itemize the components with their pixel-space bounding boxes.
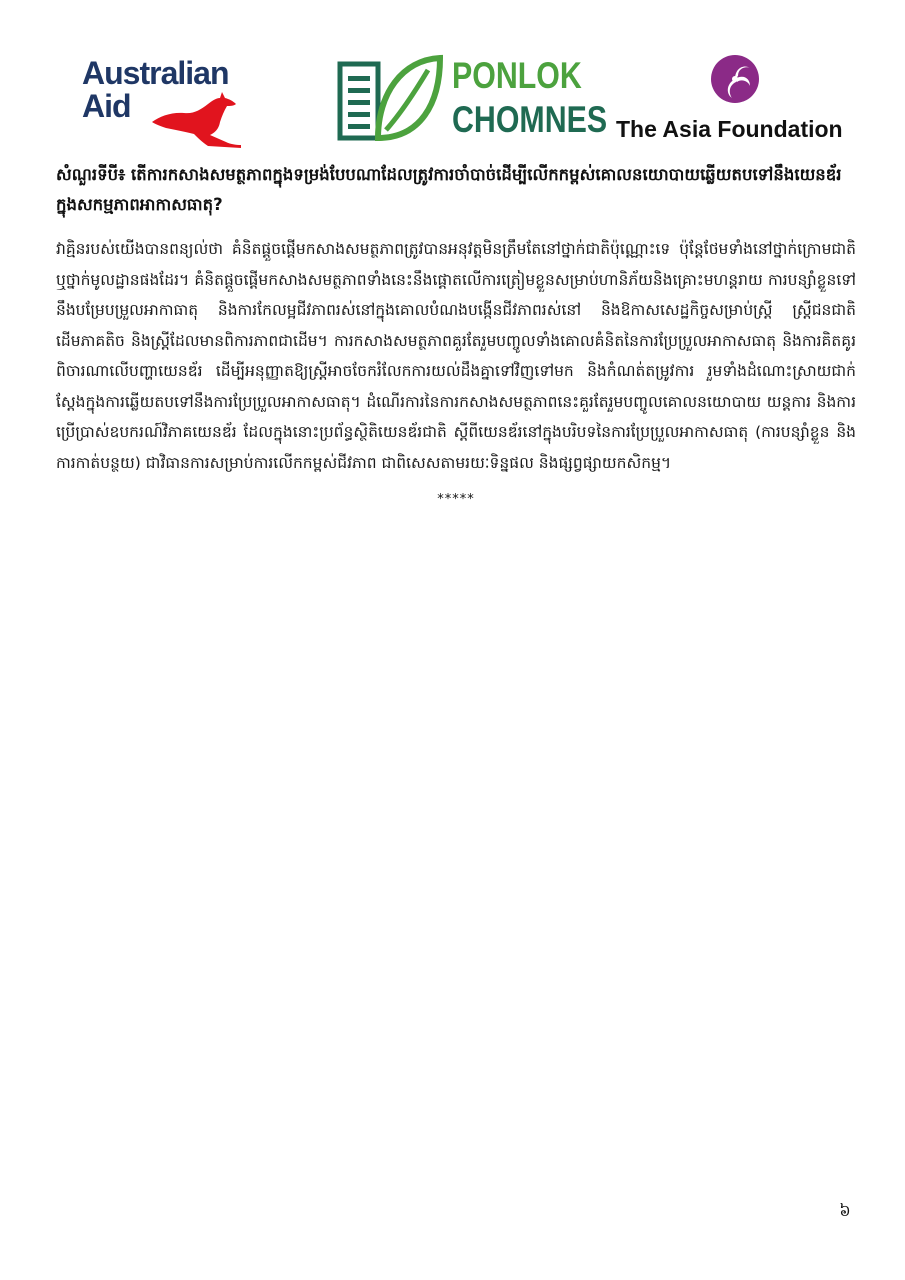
australian-aid-logo — [82, 56, 282, 146]
section-separator: ***** — [437, 492, 475, 507]
ponlok-chomnes-logo — [336, 54, 608, 146]
australian-aid-logo-line1: Australian — [82, 55, 229, 91]
question-heading: សំណួរទីបី៖ តើការកសាងសមត្ថភាពក្នុងទម្រង់បែបណាដែលត្រូវការចាំបាច់ដើម្បីលើកកម្ពស់គោលនយោបាយឆ្លើយតបទៅនឹងយេនឌ័រក្នុងសកម្មភាពអាកាសធាតុ? — [56, 165, 842, 214]
ponlok-chomnes-logo-line2: CHOMNES — [452, 99, 608, 140]
leaf-document-icon — [336, 54, 444, 144]
kangaroo-icon — [150, 92, 246, 148]
ponlok-chomnes-logo-line1: PONLOK — [452, 55, 582, 96]
triskele-circle-icon — [710, 54, 760, 104]
page-number: ៦ — [839, 1201, 851, 1220]
answer-paragraph: វាគ្មិនរបស់យើងបានពន្យល់ថា គំនិតផ្តួចផ្តើមកសាងសមត្ថភាពត្រូវបានអនុវត្តមិនត្រឹមតែនៅថ្នាក់ជាតិប៉ុណ្ណោះទេ ប៉ុន្តែថែមទាំងនៅថ្នាក់ក្រោមជាតិ ឬថ្នាក់មូលដ្ឋានផងដែរ។ គំនិតផ្តួចផ្តើមកសាងសមត្ថភាពទាំងនេះនឹងផ្តោតលើការត្រៀមខ្លួនសម្រាប់ហានិភ័យនិងគ្រោះមហន្តរាយ ការបន្សាំខ្លួនទៅនឹងបម្រែបម្រួលអាកាធាតុ និងការកែលម្អជីវភាពរស់នៅក្នុងគោលបំណងបង្កើនជីវភាពរស់នៅ និងឱកាសសេដ្ឋកិច្ចសម្រាប់ស្ត្រី ស្ត្រីជនជាតិដើមភាគតិច និងស្ត្រីដែលមានពិការភាពជាដើម។ ការកសាងសមត្ថភាពគួរតែរួមបញ្ចូលទាំងគោលគំនិតនៃការប្រែប្រួលអាកាសធាតុ និងការគិតគូរពិចារណាលើបញ្ហាយេនឌ័រ ដើម្បីអនុញ្ញាតឱ្យស្ត្រីអាចចែករំលែកការយល់ដឹងគ្នាទៅវិញទៅមក និងកំណត់តម្រូវការ រួមទាំងដំណោះស្រាយជាក់ស្តែងក្នុងការឆ្លើយតបទៅនឹងការប្រែប្រួលអាកាសធាតុ។ ដំណើរការនៃការកសាងសមត្ថភាពនេះគួរតែរួមបញ្ចូលគោលនយោបាយ យន្តការ និងការប្រើប្រាស់ឧបករណ៍វិភាគយេនឌ័រ ដែលក្នុងនោះប្រព័ន្ធស្ថិតិយេនឌ័រជាតិ ស្តីពីយេនឌ័រនៅក្នុងបរិបទនៃការប្រែប្រួលអាកាសធាតុ (ការបន្សាំខ្លួន និងការកាត់បន្ថយ) ជាវិធានការសម្រាប់ការលើកកម្ពស់ជីវភាព ជាពិសេសតាមរយៈទិន្នផល និងផ្សព្វផ្សាយកសិកម្ម។ — [56, 240, 856, 472]
logo-header — [0, 50, 905, 146]
document-body — [56, 160, 856, 507]
asia-foundation-logo — [612, 52, 862, 146]
asia-foundation-logo-name: The Asia Foundation — [616, 116, 843, 142]
australian-aid-logo-line2: Aid — [82, 88, 131, 124]
